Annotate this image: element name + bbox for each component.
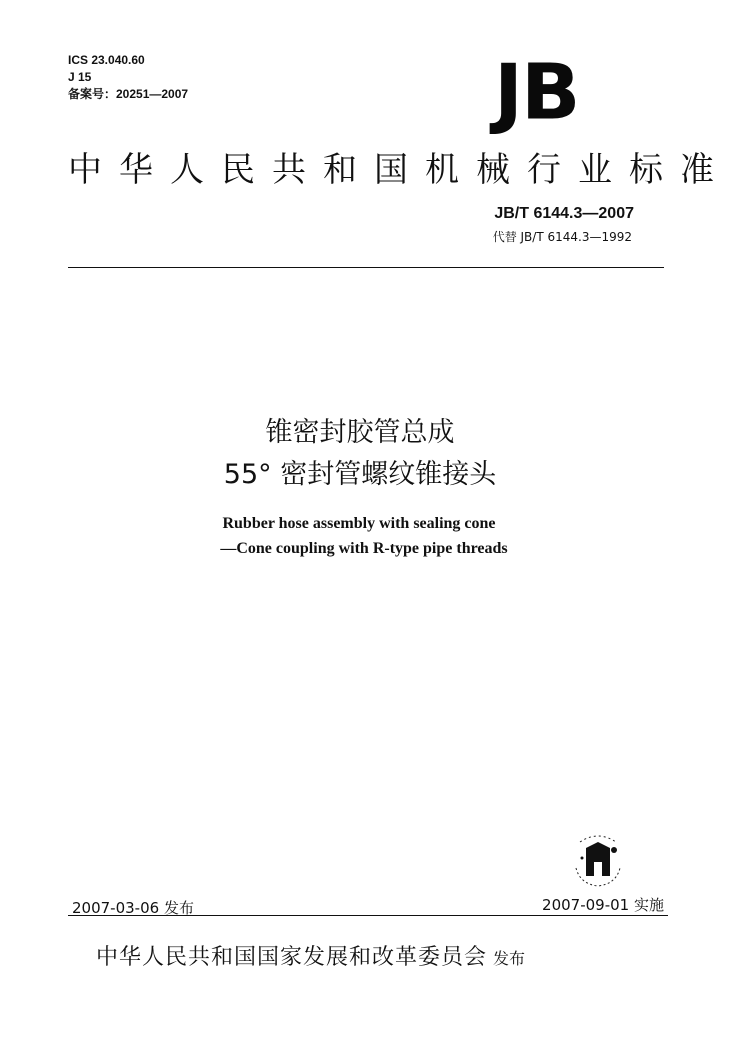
standard-category-title: 中华人民共和国机械行业标准 xyxy=(68,150,731,190)
record-number: 备案号：20251—2007 xyxy=(68,87,189,101)
classification-code: J 15 xyxy=(68,70,92,84)
ics-code: ICS 23.040.60 xyxy=(68,53,145,67)
jb-logo: JB xyxy=(494,48,579,138)
top-divider xyxy=(68,267,664,268)
implementation-date: 2007-09-01 实施 xyxy=(542,896,664,914)
publisher-line xyxy=(96,940,525,971)
bottom-divider xyxy=(68,915,668,916)
chinese-title-line-2: 55° 密封管螺纹锥接头 xyxy=(223,459,497,490)
issue-date: 2007-03-06 发布 xyxy=(72,899,194,917)
publisher-seal-icon xyxy=(570,828,626,890)
meta-block xyxy=(68,52,188,103)
chinese-title-line-1: 锥密封胶管总成 xyxy=(265,417,455,448)
english-title-line-2: —Cone coupling with R-type pipe threads xyxy=(220,540,508,557)
publisher-suffix: 发布 xyxy=(493,949,526,968)
publisher-name: 中华人民共和国国家发展和改革委员会 xyxy=(96,945,488,970)
english-title-line-1: Rubber hose assembly with sealing cone xyxy=(222,515,496,532)
replaced-standard: 代替 JB/T 6144.3—1992 xyxy=(492,230,632,244)
standard-number: JB/T 6144.3—2007 xyxy=(494,205,634,222)
